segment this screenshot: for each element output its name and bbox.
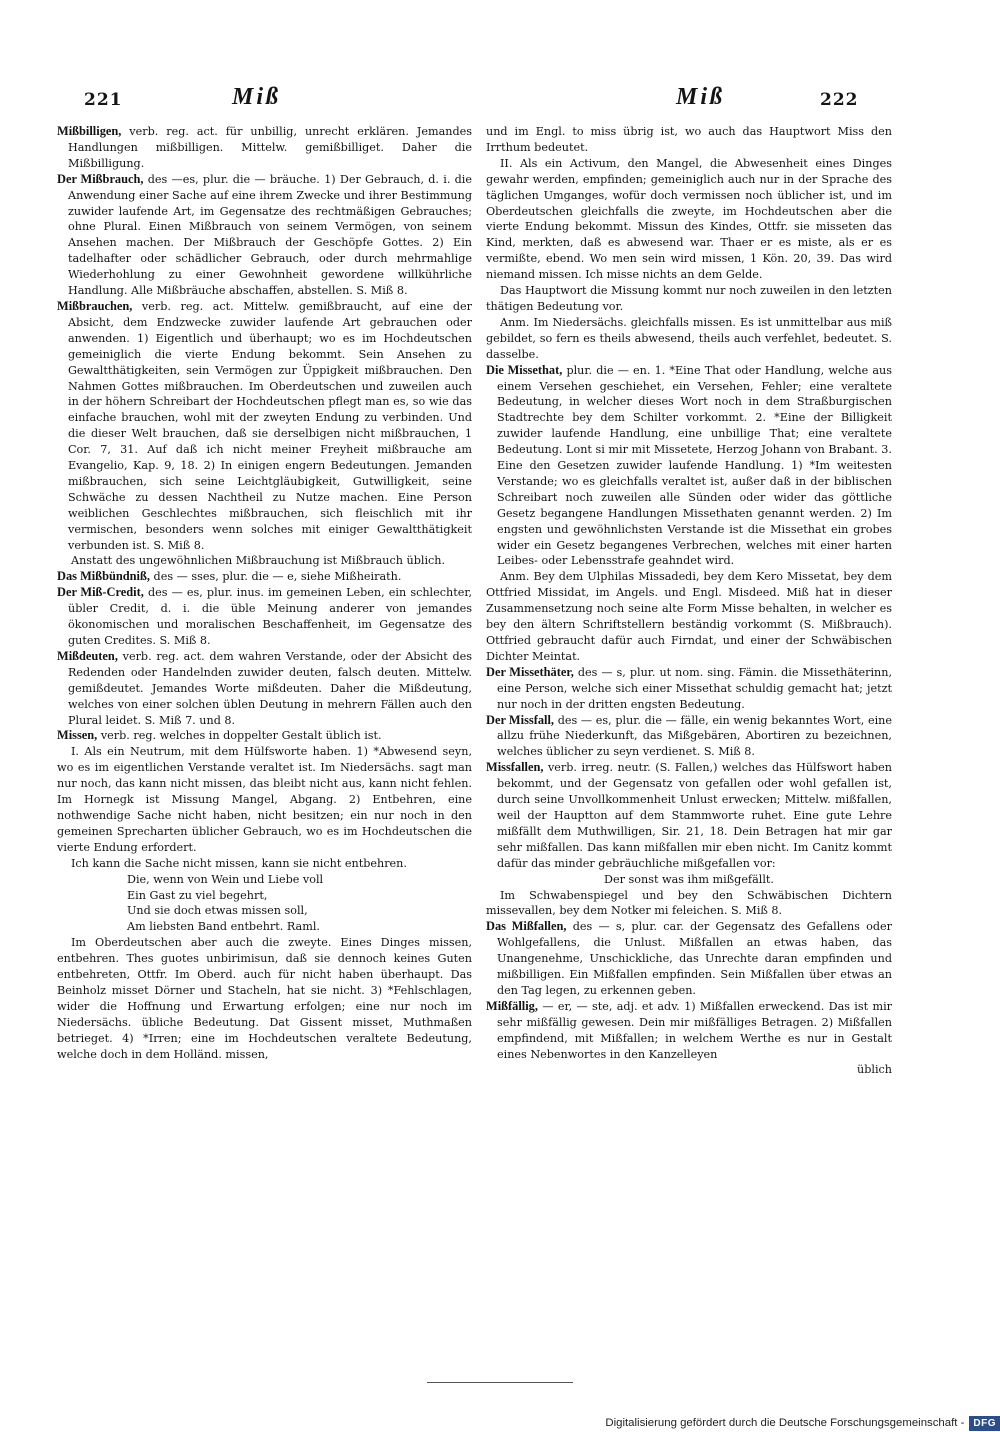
entry-text: plur. die — en. 1. *Eine That oder Handlung, welche aus einem Versehen geschiehet, ein Versehen, Fehler; eine veraltete Bedeutung, in welcher dieses Wort noch in dem Straßburgischen Stadtrechte bey dem Schilter vorkommt. 2. *Eine der Billigkeit zuwider laufende Handlung, eine unbillige That; eine veraltete Bedeutung. Lont si mir mit Missetete, Herzog Johann von Brabant. 3. Eine den Gesetzen zuwider laufende Handlung. 1) *Im weitesten Verstande; wo es gleichfalls veraltet ist, außer daß in der biblischen Schreibart noch zuweilen alle Sünden oder wider das göttliche Gesetz begangene Handlungen Missethaten genannt werden. 2) Im engsten und gewöhnlichsten Verstande ist die Missethat ein grobes wider ein Gesetz begangenes Verbrechen, welches mit einer harten Leibes- oder Lebensstrafe geahndet wird.: [497, 363, 892, 568]
paragraph: Das Hauptwort die Missung kommt nur noch zuweilen in den letzten thätigen Bedeutung vor.: [486, 284, 892, 313]
verse-line: Die, wenn von Wein und Liebe voll: [127, 872, 324, 886]
running-head-left: Miß: [232, 84, 282, 110]
paragraph: Im Schwabenspiegel und bey den Schwäbischen Dichtern missevallen, bey dem Notker mi feleichen. S. Miß 8.: [486, 888, 892, 918]
entry-headword: Mißfällig,: [486, 998, 538, 1013]
entry-headword: Missfallen,: [486, 760, 544, 775]
dictionary-entry: [486, 760, 892, 871]
entry-headword: Das Mißbündniß,: [57, 569, 150, 584]
entry-text: des —es, plur. die — bräuche. 1) Der Gebrauch, d. i. die Anwendung einer Sache auf eine ihrem Zwecke und ihrer Bestimmung zuwider laufende Art, im Gegensatze des rechtmäßigen Gebrauches; ohne Plural. Einen Mißbrauch von seinem Vermögen, von seinem Ansehen machen. Der Mißbrauch der Geschöpfe Gottes. 2) Ein tadelhafter oder schädlicher Gebrauch, oder durch mehrmahlige Wiederhohlung zu einer Gewohnheit gewordene willkührliche Handlung. Alle Mißbräuche abschaffen, abstellen. S. Miß 8.: [68, 172, 472, 298]
paragraph: Im Oberdeutschen aber auch die zweyte. Eines Dinges missen, entbehren. Thes guotes unbirimisun, daß sie dennoch keines Guten entbehreten, Ottfr. Im Oberd. auch für nicht haben überhaupt. Das Beinholz misset Dörner und Stacheln, hat sie nicht. 3) *Fehlschlagen, wider die Hoffnung und Erwartung erfolgen; eine nur noch im Niedersächs. übliche Bedeutung. Dat Gissent misset, Muthmaßen betrieget. 4) *Irren; eine im Hochdeutschen veraltete Bedeutung, welche doch in dem Holländ. missen,: [57, 936, 472, 1061]
paragraph: I. Als ein Neutrum, mit dem Hülfsworte haben. 1) *Abwesend seyn, wo es im eigentlichen Verstande veraltet ist. Im Niedersächs. sagt man nur noch, das kann nicht missen, das bleibt nicht aus, kann nicht fehlen. Im Hornegk ist Missung Mangel, Abgang. 2) Entbehren, eine nothwendige Sache nicht haben, nicht besitzen; ein nur noch in den gemeinen Sprecharten üblicher Gebrauch, wo es im Hochdeutschen die vierte Endung erfordert.: [57, 745, 472, 854]
dictionary-entry: [486, 665, 892, 713]
running-head-right: Miß: [676, 84, 726, 110]
paragraph: Anm. Bey dem Ulphilas Missadedi, bey dem Kero Missetat, bey dem Ottfried Missidat, im Angels. und Engl. Misdeed. Miß hat in dieser Zusammensetzung noch seine alte Form Misse behalten, in welcher es bey den ältern Schriftstellern beständig vorkommt (S. Mißbrauch). Ottfried gebraucht dafür auch Firndat, und einer der Schwäbischen Dichter Meintat.: [486, 570, 892, 663]
paragraph: Ich kann die Sache nicht missen, kann sie nicht entbehren.: [71, 856, 407, 870]
paragraph: Anstatt des ungewöhnlichen Mißbrauchung ist Mißbrauch üblich.: [71, 554, 446, 568]
entry-text: des — es, plur. inus. im gemeinen Leben, ein schlechter, übler Credit, d. i. die üble Meinung anderer von jemandes ökonomischen und moralischen Beschaffenheit, im Gegensatze des guten Credites. S. Miß 8.: [68, 586, 472, 647]
entry-headword: Mißbrauchen,: [57, 298, 133, 313]
dictionary-entry: [57, 728, 472, 744]
entry-text: des — s, plur. ut nom. sing. Fämin. die Missethäterinn, eine Person, welche sich einer Missethat schuldig gemacht hat; jetzt nur noch in der dritten engsten Bedeutung.: [497, 665, 892, 711]
paragraph: üblich: [857, 1063, 892, 1077]
dictionary-entry: [57, 172, 472, 299]
entry-headword: Das Mißfallen,: [486, 919, 567, 934]
verse-line: Ein Gast zu viel begehrt,: [127, 888, 268, 902]
paragraph: und im Engl. to miss übrig ist, wo auch das Hauptwort Miss den Irrthum bedeutet.: [486, 125, 892, 154]
verse-line: Und sie doch etwas missen soll,: [127, 904, 308, 918]
entry-text: verb. reg. act. für unbillig, unrecht erklären. Jemandes Handlungen mißbilligen. Mittelw. gemißbilliget. Daher die Mißbilligung.: [68, 125, 472, 170]
dictionary-entry: [57, 124, 472, 172]
dfg-logo: DFG: [969, 1416, 1000, 1431]
dictionary-entry: [57, 569, 472, 585]
right-column: [486, 124, 892, 1078]
dictionary-entry: [486, 919, 892, 999]
entry-text: des — es, plur. die — fälle, ein wenig bekanntes Wort, eine allzu frühe Niederkunft, das Mißgebären, Abortiren zu bezeichnen, welches üblicher zu seyn verdienet. S. Miß 8.: [497, 713, 892, 759]
entry-headword: Die Missethat,: [486, 362, 563, 377]
entry-headword: Der Missethäter,: [486, 664, 574, 679]
entry-headword: Der Missfall,: [486, 712, 555, 727]
entry-text: verb. reg. welches in doppelter Gestalt üblich ist.: [97, 729, 382, 743]
dictionary-entry: [57, 299, 472, 554]
footer-rule: [427, 1382, 573, 1383]
entry-text: verb. reg. act. dem wahren Verstande, oder der Absicht des Redenden oder Handelnden zuwider deuten, falsch deuten. Mittelw. gemißdeutet. Jemandes Worte mißdeuten. Daher die Mißdeutung, welches von einer solchen üblen Deutung in mehrern Fällen auch den Plural leidet. S. Miß 7. und 8.: [68, 649, 472, 727]
paragraph: Der sonst was ihm mißgefällt.: [604, 872, 774, 886]
paragraph: II. Als ein Activum, den Mangel, die Abwesenheit eines Dinges gewahr werden, empfinden; gemeiniglich auch nur in der Sprache des täglichen Umganges, wofür doch vermissen noch üblicher ist, und im Oberdeutschen gleichfalls die zweyte, im Hochdeutschen aber die vierte Endung bekommt. Missun des Kindes, Ottfr. sie misseten das Kind, merkten, daß es abwesend war. Thaer er es miste, als er es vermißte, ebend. Wo men sein wird missen, 1 Kön. 20, 39. Das wird niemand missen. Ich misse nichts an dem Gelde.: [486, 156, 892, 282]
funding-note: Digitalisierung gefördert durch die Deutsche Forschungsgemeinschaft -: [605, 1417, 965, 1429]
dictionary-entry: [486, 363, 892, 570]
page-number-left: 221: [84, 90, 123, 110]
left-column: [57, 124, 472, 1062]
dictionary-entry: [486, 713, 892, 761]
dictionary-entry: [486, 999, 892, 1063]
entry-text: des — s, plur. car. der Gegensatz des Gefallens oder Wohlgefallens, die Unlust. Mißfallen an etwas haben, das Unangenehme, Unschickliche, das Unrechte daran empfinden und mißbilligen. Ein Mißfallen empfinden. Sein Mißfallen über etwas an den Tag legen, zu erkennen geben.: [497, 920, 892, 997]
entry-text: verb. reg. act. Mittelw. gemißbraucht, auf eine der Absicht, dem Endzwecke zuwider laufende Art gebrauchen oder anwenden. 1) Eigentlich und überhaupt; wo es im Hochdeutschen gemeiniglich die vierte Endung bekommt. Sein Ansehen zu Gewaltthätigkeiten, sein Vermögen zur Üppigkeit mißbrauchen. Den Nahmen Gottes mißbrauchen. Im Oberdeutschen und zuweilen auch in der höhern Schreibart der Hochdeutschen pflegt man es, so wie das einfache brauchen, wohl mit der zweyten Endung zu verbinden. Und die dieser Welt brauchen, daß sie derselbigen nicht mißbrauchen, 1 Cor. 7, 31. Auf daß ich nicht meiner Freyheit mißbrauche am Evangelio, Kap. 9, 18. 2) In einigen engern Bedeutungen. Jemanden mißbrauchen, sich seine Leichtgläubigkeit, Gutwilligkeit, seine Schwäche zu dessen Nachtheil zu Nutze machen. Eine Person weiblichen Geschlechtes mißbrauchen, sich fleischlich mit ihr vermischen, besonders wenn solches mit einiger Gewaltthätigkeit verbunden ist. S. Miß 8.: [68, 299, 472, 552]
entry-headword: Mißdeuten,: [57, 648, 118, 663]
dictionary-entry: [57, 649, 472, 729]
entry-headword: Missen,: [57, 728, 98, 743]
entry-text: des — sses, plur. die — e, siehe Mißheirath.: [149, 570, 402, 584]
entry-headword: Der Miß-Credit,: [57, 585, 144, 600]
dictionary-entry: [57, 585, 472, 649]
entry-text: verb. irreg. neutr. (S. Fallen,) welches das Hülfswort haben bekommt, und der Gegensatz von gefallen oder wohl gefallen ist, durch seine Unvollkommenheit Unlust erwecken; Mittelw. mißfallen, weil der Hauptton auf dem Stammworte ruhet. Eine gute Lehre mißfällt dem Muthwilligen, Sir. 21, 18. Dein Betragen hat mir gar sehr mißfallen. Das kann mißfallen mir eben nicht. Im Canitz kommt dafür das minder gebräuchliche mißgefallen vor:: [497, 761, 892, 870]
footer-bar: [580, 1414, 1000, 1432]
page-header: [0, 84, 1000, 118]
entry-headword: Der Mißbrauch,: [57, 171, 144, 186]
entry-text: — er, — ste, adj. et adv. 1) Mißfallen erweckend. Das ist mir sehr mißfällig gewesen. Dein mir mißfälliges Betragen. 2) Mißfallen empfindend, mit Mißfallen; in welchem Werthe es nur in Gestalt eines Nebenwortes in den Kanzelleyen: [497, 999, 892, 1061]
page-number-right: 222: [820, 90, 859, 110]
paragraph: Anm. Im Niedersächs. gleichfalls missen. Es ist unmittelbar aus miß gebildet, so fern es theils abwesend, theils auch verfehlet, bedeutet. S. dasselbe.: [486, 315, 892, 361]
entry-headword: Mißbilligen,: [57, 124, 122, 138]
verse-line: Am liebsten Band entbehrt. Raml.: [127, 920, 320, 934]
